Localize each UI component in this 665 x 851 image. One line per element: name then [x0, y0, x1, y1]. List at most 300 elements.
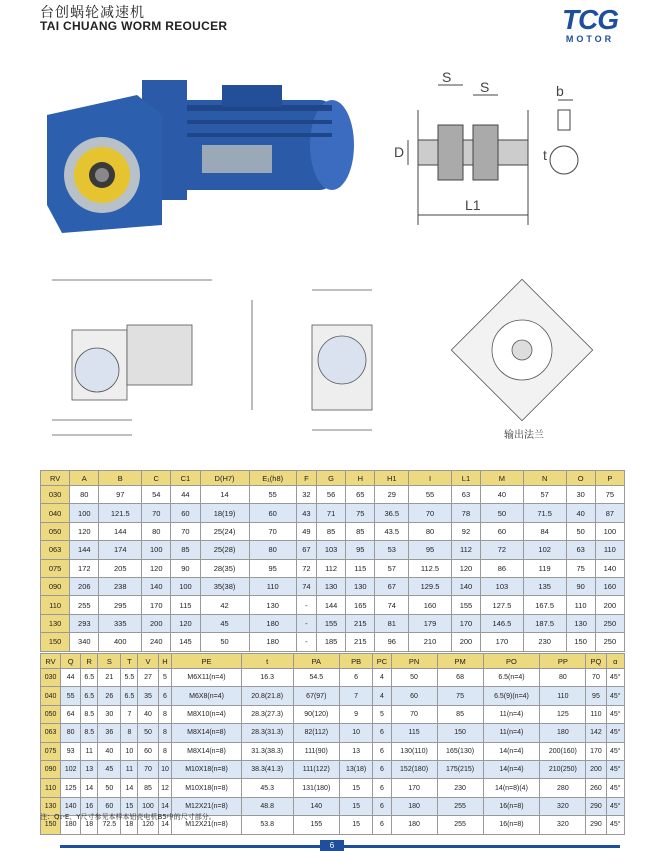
- value-cell: 170: [142, 596, 171, 614]
- brand-logo: [555, 6, 625, 46]
- model-cell: 063: [41, 541, 70, 559]
- value-cell: 45°: [606, 705, 625, 723]
- value-cell: 103: [481, 577, 524, 595]
- model-cell: 110: [41, 779, 61, 797]
- value-cell: 146.5: [481, 614, 524, 632]
- value-cell: 72.5: [98, 816, 121, 834]
- value-cell: 206: [70, 577, 99, 595]
- value-cell: 57: [375, 559, 409, 577]
- table-row: [41, 724, 625, 742]
- value-cell: 144: [317, 596, 346, 614]
- model-cell: 050: [41, 522, 70, 540]
- header-cell: PM: [437, 654, 483, 669]
- value-cell: 14: [158, 797, 172, 815]
- value-cell: 45°: [606, 760, 625, 778]
- value-cell: 70: [409, 504, 452, 522]
- value-cell: 43: [296, 504, 316, 522]
- value-cell: 125: [61, 779, 81, 797]
- value-cell: 71.5: [523, 504, 566, 522]
- header-cell: RV: [41, 471, 70, 486]
- value-cell: 28.3(27.3): [241, 705, 293, 723]
- table-row: [41, 705, 625, 723]
- value-cell: 120: [451, 559, 480, 577]
- value-cell: 42: [200, 596, 249, 614]
- value-cell: 9: [339, 705, 373, 723]
- value-cell: 115: [391, 724, 437, 742]
- value-cell: 110: [249, 577, 296, 595]
- table-row: [41, 779, 625, 797]
- value-cell: 129.5: [409, 577, 452, 595]
- header-cell: M: [481, 471, 524, 486]
- value-cell: 60: [138, 742, 158, 760]
- footnote: 注：Q₁-E、Y尺寸参见本样本铝壳电机B5中的尺寸部分。: [40, 813, 216, 821]
- value-cell: 102: [61, 760, 81, 778]
- value-cell: 4: [373, 687, 391, 705]
- value-cell: 150: [437, 724, 483, 742]
- value-cell: 40: [98, 742, 121, 760]
- header-cell: PQ: [586, 654, 606, 669]
- value-cell: 45°: [606, 797, 625, 815]
- value-cell: 16.3: [241, 669, 293, 687]
- value-cell: 8: [158, 705, 172, 723]
- value-cell: 21: [98, 669, 121, 687]
- value-cell: 45°: [606, 669, 625, 687]
- header-cell: RV: [41, 654, 61, 669]
- value-cell: 112.5: [409, 559, 452, 577]
- value-cell: 85: [317, 522, 346, 540]
- value-cell: 6.5(9)(n=4): [483, 687, 540, 705]
- value-cell: 70: [391, 705, 437, 723]
- value-cell: 180: [249, 614, 296, 632]
- table1-body: [41, 486, 625, 652]
- value-cell: 8: [158, 742, 172, 760]
- header-cell: S: [98, 654, 121, 669]
- value-cell: 120: [138, 816, 158, 834]
- value-cell: 112: [317, 559, 346, 577]
- value-cell: 63: [451, 486, 480, 504]
- value-cell: 180: [540, 724, 586, 742]
- dimension-table-2: [40, 653, 625, 835]
- value-cell: M8X10(n=4): [172, 705, 241, 723]
- value-cell: 293: [70, 614, 99, 632]
- value-cell: 140: [451, 577, 480, 595]
- value-cell: 45: [98, 760, 121, 778]
- table-row: [41, 760, 625, 778]
- value-cell: 14: [121, 779, 138, 797]
- header-cell: PC: [373, 654, 391, 669]
- value-cell: 11(n=4): [483, 724, 540, 742]
- value-cell: 155: [317, 614, 346, 632]
- value-cell: 35: [138, 687, 158, 705]
- model-cell: 030: [41, 486, 70, 504]
- value-cell: 55: [409, 486, 452, 504]
- value-cell: 80: [540, 669, 586, 687]
- model-cell: 030: [41, 669, 61, 687]
- model-cell: 075: [41, 559, 70, 577]
- value-cell: 90: [566, 577, 595, 595]
- value-cell: 238: [99, 577, 142, 595]
- value-cell: 145: [171, 633, 200, 651]
- value-cell: 72: [481, 541, 524, 559]
- value-cell: M6X8(n=4): [172, 687, 241, 705]
- value-cell: 100: [171, 577, 200, 595]
- dimension-drawings: [42, 270, 627, 450]
- value-cell: 6: [373, 779, 391, 797]
- value-cell: 15: [339, 816, 373, 834]
- value-cell: 70: [142, 504, 171, 522]
- value-cell: 120: [142, 559, 171, 577]
- value-cell: 29: [375, 486, 409, 504]
- value-cell: 93: [61, 742, 81, 760]
- value-cell: 115: [346, 559, 375, 577]
- value-cell: 7: [121, 705, 138, 723]
- model-cell: 150: [41, 816, 61, 834]
- value-cell: 6: [373, 724, 391, 742]
- value-cell: 130: [249, 596, 296, 614]
- value-cell: 140: [61, 797, 81, 815]
- label-b: b: [556, 83, 564, 99]
- value-cell: 18(19): [200, 504, 249, 522]
- value-cell: M6X11(n=4): [172, 669, 241, 687]
- value-cell: 82(112): [293, 724, 339, 742]
- value-cell: 14: [200, 486, 249, 504]
- header-cell: O: [566, 471, 595, 486]
- header-cell: E₁(h8): [249, 471, 296, 486]
- table-row: [41, 596, 625, 614]
- value-cell: 140: [293, 797, 339, 815]
- value-cell: 8.5: [81, 705, 98, 723]
- value-cell: 250: [595, 633, 624, 651]
- value-cell: 44: [61, 669, 81, 687]
- value-cell: 14: [158, 816, 172, 834]
- value-cell: 175(215): [437, 760, 483, 778]
- value-cell: -: [296, 596, 316, 614]
- logo-subtext: MOTOR: [565, 34, 615, 44]
- value-cell: 255: [437, 797, 483, 815]
- table-row: [41, 577, 625, 595]
- value-cell: 180: [391, 797, 437, 815]
- header-cell: C: [142, 471, 171, 486]
- value-cell: 14(n=4): [483, 760, 540, 778]
- header-cell: F: [296, 471, 316, 486]
- value-cell: 155: [293, 816, 339, 834]
- value-cell: 167.5: [523, 596, 566, 614]
- value-cell: 70: [171, 522, 200, 540]
- value-cell: 215: [346, 614, 375, 632]
- value-cell: 6.5: [81, 687, 98, 705]
- value-cell: 170: [451, 614, 480, 632]
- value-cell: 38.3(41.3): [241, 760, 293, 778]
- header-cell: H: [158, 654, 172, 669]
- value-cell: 44: [171, 486, 200, 504]
- value-cell: 60: [249, 504, 296, 522]
- label-l1: L1: [465, 197, 481, 213]
- table-row: [41, 687, 625, 705]
- value-cell: 70: [586, 669, 606, 687]
- value-cell: 121.5: [99, 504, 142, 522]
- value-cell: M10X18(n=8): [172, 760, 241, 778]
- table-row: [41, 669, 625, 687]
- value-cell: 240: [142, 633, 171, 651]
- value-cell: 64: [61, 705, 81, 723]
- value-cell: 14(n=8)(4): [483, 779, 540, 797]
- value-cell: 230: [437, 779, 483, 797]
- value-cell: M8X14(n=8): [172, 742, 241, 760]
- value-cell: 49: [296, 522, 316, 540]
- value-cell: 290: [586, 797, 606, 815]
- value-cell: 6: [373, 760, 391, 778]
- value-cell: 100: [70, 504, 99, 522]
- value-cell: 43.5: [375, 522, 409, 540]
- header-cell: PB: [339, 654, 373, 669]
- value-cell: 280: [540, 779, 586, 797]
- value-cell: 6: [373, 742, 391, 760]
- value-cell: 144: [70, 541, 99, 559]
- value-cell: 74: [296, 577, 316, 595]
- value-cell: 6: [158, 687, 172, 705]
- model-cell: 130: [41, 614, 70, 632]
- model-cell: 063: [41, 724, 61, 742]
- value-cell: 120: [70, 522, 99, 540]
- value-cell: 11(n=4): [483, 705, 540, 723]
- value-cell: 90(120): [293, 705, 339, 723]
- header-cell: D(H7): [200, 471, 249, 486]
- value-cell: 230: [523, 633, 566, 651]
- flange-caption: 输出法兰: [504, 430, 544, 441]
- value-cell: 95: [409, 541, 452, 559]
- value-cell: 6.5(n=4): [483, 669, 540, 687]
- value-cell: 60: [391, 687, 437, 705]
- value-cell: 160: [595, 577, 624, 595]
- value-cell: 11: [121, 760, 138, 778]
- logo-text: TCG: [561, 4, 619, 35]
- value-cell: 335: [99, 614, 142, 632]
- value-cell: 45°: [606, 724, 625, 742]
- value-cell: 16(n=8): [483, 816, 540, 834]
- value-cell: M10X18(n=8): [172, 779, 241, 797]
- label-d: D: [394, 144, 405, 160]
- value-cell: 103: [317, 541, 346, 559]
- value-cell: 180: [391, 816, 437, 834]
- value-cell: 290: [586, 816, 606, 834]
- value-cell: 50: [566, 522, 595, 540]
- header-cell: C1: [171, 471, 200, 486]
- value-cell: 57: [523, 486, 566, 504]
- value-cell: 70: [138, 760, 158, 778]
- shaft-drawing: [368, 70, 608, 235]
- header-cell: A: [70, 471, 99, 486]
- reducer-photo: [42, 55, 367, 240]
- value-cell: 36: [98, 724, 121, 742]
- value-cell: 40: [481, 486, 524, 504]
- value-cell: 50: [200, 633, 249, 651]
- value-cell: 6.5: [121, 687, 138, 705]
- value-cell: 10: [121, 742, 138, 760]
- value-cell: 72: [296, 559, 316, 577]
- value-cell: 80: [409, 522, 452, 540]
- value-cell: 187.5: [523, 614, 566, 632]
- value-cell: 200: [142, 614, 171, 632]
- table-row: [41, 742, 625, 760]
- value-cell: 12: [158, 779, 172, 797]
- header-cell: Q: [61, 654, 81, 669]
- table-row: [41, 486, 625, 504]
- value-cell: 86: [481, 559, 524, 577]
- model-cell: 050: [41, 705, 61, 723]
- value-cell: M12X21(n=8): [172, 797, 241, 815]
- value-cell: 200: [451, 633, 480, 651]
- value-cell: 71: [317, 504, 346, 522]
- value-cell: 170: [391, 779, 437, 797]
- value-cell: 130: [566, 614, 595, 632]
- table-row: [41, 633, 625, 651]
- value-cell: 80: [249, 541, 296, 559]
- value-cell: 50: [481, 504, 524, 522]
- value-cell: 15: [339, 797, 373, 815]
- value-cell: 67: [375, 577, 409, 595]
- value-cell: 55: [61, 687, 81, 705]
- value-cell: 53: [375, 541, 409, 559]
- value-cell: 14(n=4): [483, 742, 540, 760]
- value-cell: 80: [61, 724, 81, 742]
- value-cell: 6: [373, 816, 391, 834]
- value-cell: 102: [523, 541, 566, 559]
- label-t: t: [543, 147, 547, 163]
- value-cell: 78: [451, 504, 480, 522]
- model-cell: 090: [41, 577, 70, 595]
- value-cell: 210: [409, 633, 452, 651]
- value-cell: 81: [375, 614, 409, 632]
- table2-body: [41, 669, 625, 835]
- value-cell: 130(110): [391, 742, 437, 760]
- value-cell: 95: [586, 687, 606, 705]
- value-cell: 180: [249, 633, 296, 651]
- value-cell: 50: [391, 669, 437, 687]
- value-cell: 200(160): [540, 742, 586, 760]
- value-cell: 320: [540, 797, 586, 815]
- value-cell: 75: [595, 486, 624, 504]
- value-cell: 31.3(38.3): [241, 742, 293, 760]
- value-cell: 215: [346, 633, 375, 651]
- value-cell: 255: [437, 816, 483, 834]
- value-cell: 205: [99, 559, 142, 577]
- value-cell: 54.5: [293, 669, 339, 687]
- value-cell: 140: [142, 577, 171, 595]
- value-cell: 110: [566, 596, 595, 614]
- value-cell: 20.8(21.8): [241, 687, 293, 705]
- value-cell: 110: [540, 687, 586, 705]
- header-cell: T: [121, 654, 138, 669]
- label-s2: S: [480, 79, 490, 95]
- value-cell: 110: [586, 705, 606, 723]
- value-cell: 340: [70, 633, 99, 651]
- value-cell: 85: [437, 705, 483, 723]
- value-cell: 60: [171, 504, 200, 522]
- value-cell: 111(122): [293, 760, 339, 778]
- value-cell: 28.3(31.3): [241, 724, 293, 742]
- value-cell: 75: [437, 687, 483, 705]
- value-cell: 260: [586, 779, 606, 797]
- value-cell: 45°: [606, 742, 625, 760]
- value-cell: 144: [99, 522, 142, 540]
- value-cell: 45°: [606, 687, 625, 705]
- dimension-table-1: [40, 470, 625, 652]
- value-cell: 152(180): [391, 760, 437, 778]
- value-cell: 165: [346, 596, 375, 614]
- value-cell: 45.3: [241, 779, 293, 797]
- header-cell: L1: [451, 471, 480, 486]
- value-cell: 170: [481, 633, 524, 651]
- value-cell: 130: [317, 577, 346, 595]
- title-chinese: 台创蜗轮减速机: [40, 5, 145, 21]
- value-cell: 150: [566, 633, 595, 651]
- value-cell: 120: [171, 614, 200, 632]
- value-cell: 65: [346, 486, 375, 504]
- value-cell: 56: [317, 486, 346, 504]
- header-cell: G: [317, 471, 346, 486]
- value-cell: 7: [339, 687, 373, 705]
- value-cell: 26: [98, 687, 121, 705]
- value-cell: 16(n=8): [483, 797, 540, 815]
- value-cell: 6: [339, 669, 373, 687]
- value-cell: 155: [451, 596, 480, 614]
- value-cell: 295: [99, 596, 142, 614]
- value-cell: 50: [138, 724, 158, 742]
- header-cell: N: [523, 471, 566, 486]
- value-cell: 45°: [606, 816, 625, 834]
- value-cell: 112: [451, 541, 480, 559]
- model-cell: 075: [41, 742, 61, 760]
- value-cell: 16: [81, 797, 98, 815]
- value-cell: 320: [540, 816, 586, 834]
- header-cell: PN: [391, 654, 437, 669]
- value-cell: 100: [142, 541, 171, 559]
- value-cell: 48.8: [241, 797, 293, 815]
- table-row: [41, 522, 625, 540]
- value-cell: 100: [138, 797, 158, 815]
- header-cell: H1: [375, 471, 409, 486]
- value-cell: 30: [98, 705, 121, 723]
- value-cell: 95: [249, 559, 296, 577]
- header-cell: B: [99, 471, 142, 486]
- value-cell: 14: [81, 779, 98, 797]
- value-cell: 80: [70, 486, 99, 504]
- header-cell: PA: [293, 654, 339, 669]
- value-cell: 32: [296, 486, 316, 504]
- value-cell: 54: [142, 486, 171, 504]
- value-cell: 25(28): [200, 541, 249, 559]
- header-cell: V: [138, 654, 158, 669]
- value-cell: 10: [339, 724, 373, 742]
- value-cell: 75: [566, 559, 595, 577]
- value-cell: 85: [346, 522, 375, 540]
- value-cell: 15: [121, 797, 138, 815]
- value-cell: 84: [523, 522, 566, 540]
- value-cell: 11: [81, 742, 98, 760]
- value-cell: 5.5: [121, 669, 138, 687]
- value-cell: 40: [566, 504, 595, 522]
- value-cell: 50: [98, 779, 121, 797]
- value-cell: 35(38): [200, 577, 249, 595]
- value-cell: 200: [595, 596, 624, 614]
- value-cell: 68: [437, 669, 483, 687]
- value-cell: 63: [566, 541, 595, 559]
- model-cell: 150: [41, 633, 70, 651]
- header-cell: I: [409, 471, 452, 486]
- value-cell: 67(97): [293, 687, 339, 705]
- value-cell: 60: [98, 797, 121, 815]
- value-cell: -: [296, 633, 316, 651]
